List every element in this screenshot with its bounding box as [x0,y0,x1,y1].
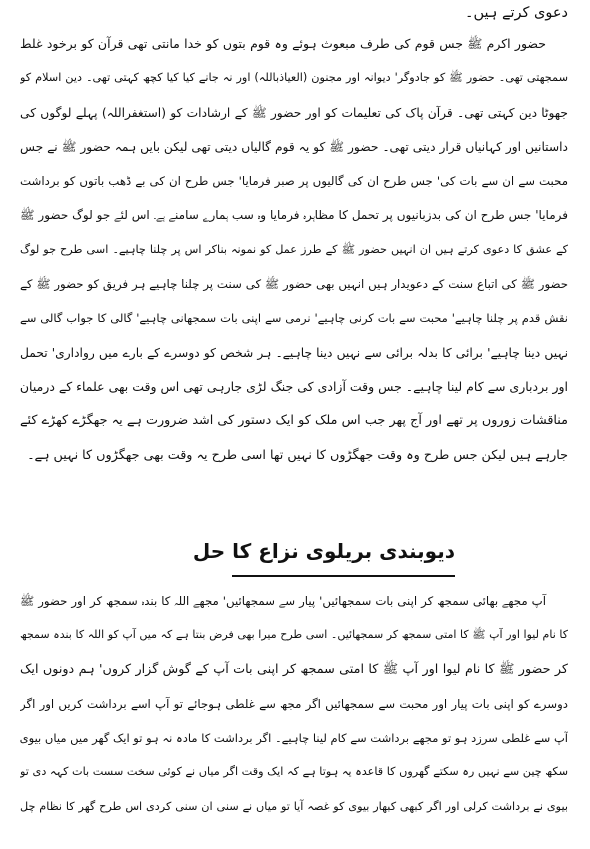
section-heading: دیوبندی بریلوی نزاع کا حل [192,539,455,563]
text-line: حضور ﷺ کی اتباع سنت کے دعویدار ہیں انہیں بھی حضور ﷺ کی سنت پر چلنا چاہیے ہر فریق کو حضور ﷺ کے [20,277,568,292]
text-line: محبت سے ان سے بات کی' جس طرح ان کی گالیوں پر صبر فرمایا' جس طرح ان کی بے ڈھب باتوں کو برداشت [20,174,568,189]
text-line: نہیں دینا چاہیے' برائی کا بدلہ برائی سے نہیں دینا چاہیے۔ ہر شخص کو دوسرے کے بارے میں رواداری' تحمل [20,345,568,360]
text-line: آپ مجھے بھائی سمجھ کر اپنی بات سمجھائیں' پیار سے سمجھائیں' مجھے اللہ کا بندہ سمجھ کر اور حضور ﷺ [20,594,546,608]
text-line: کر حضور ﷺ کا نام لیوا اور آپ ﷺ کا امتی سمجھ کر اپنی بات آپ کے گوش گزار کروں' ہم دونوں ایک [20,661,568,677]
text-line: سمجھتی تھی۔ حضور ﷺ کو جادوگر' دیوانہ اور مجنون (العیاذباللہ) اور نہ جانے کیا کیا کچھ کہتی تھی۔ دین اسلام کو [20,71,568,85]
top-fragment-paragraph [20,0,568,30]
paragraph-prophet-conduct [20,27,568,473]
text-line: فرمایا' جس طرح ان کی بدزبانیوں پر تحمل کا مظاہرہ فرمایا وہ سب ہمارے سامنے ہے۔ اس لئے جو لوگ حضور ﷺ [20,208,568,223]
text-line: اور بردباری سے کام لینا چاہیے۔ جس وقت آزادی کی جنگ لڑی جارہی تھی اس وقت بھی علماء کے درمیان [20,378,568,394]
text-line: کا نام لیوا اور آپ ﷺ کا امتی سمجھ کر سمجھائیں۔ اسی طرح میرا بھی فرض بنتا ہے کہ میں آپ کو اللہ کا بندہ سمجھ [20,628,568,642]
text-line: حضور اکرم ﷺ جس قوم کی طرف مبعوث ہوئے وہ قوم بتوں کو خدا مانتی تھی قرآن کو برخود غلط [20,36,546,51]
text-line: داستانیں اور کہانیاں قرار دیتی تھی۔ حضور ﷺ کو یہ قوم گالیاں دیتی تھی لیکن بایں ہمہ حضور ﷺ نے جس [20,139,568,154]
text-line: بیوی نے برداشت کرلی اور اگر کبھی کبھار بیوی کو غصہ آیا تو میاں نے سنی ان سنی کردی اس طرح گھر کا نظام چل [20,799,568,813]
text-line: سکھ چین سے نہیں رہ سکتے گھروں کا قاعدہ یہ ہوتا ہے کہ ایک وقت اگر میاں نے کوئی سخت سست بات کہہ دی تو [20,765,568,779]
text-line: مناقشات زوروں پر تھے اور آج پھر جب اس ملک کو ایک دستور کی اشد ضرورت ہے یہ جھگڑے کھڑے کئے [20,413,568,429]
text-line: دوسرے کو اپنی بات پیار اور محبت سے سمجھائیں اگر مجھ سے غلطی ہوجائے تو آپ اسے برداشت کریں اور اگر [20,696,568,711]
text-line: دعوی کرتے ہیں۔ [464,5,568,21]
paragraph-resolution [20,584,568,824]
text-line: جارہے ہیں لیکن جس طرح وہ وقت جھگڑوں کا نہیں تھا اسی طرح یہ وقت بھی جھگڑوں کا نہیں ہے۔ [27,447,568,463]
text-line: آپ سے غلطی سرزد ہو تو مجھے برداشت سے کام لینا چاہیے۔ اگر برداشت کا مادہ نہ ہو تو ایک گھر میں میاں بیوی [20,731,568,746]
text-line: نقش قدم پر چلنا چاہیے' محبت سے بات کرنی چاہیے' نرمی سے اپنی بات سمجھانی چاہیے' گالی کا جواب گالی سے [20,311,568,326]
text-line: جھوٹا دین کہتی تھی۔ قرآن پاک کی تعلیمات کو اور حضور ﷺ کے ارشادات کو (استغفراللہ) پہلے لوگوں کی [20,105,568,120]
text-line: کے عشق کا دعوی کرتے ہیں ان انہیں حضور ﷺ کے طرز عمل کو نمونہ بناکر اس پر چلنا چاہیے۔ اسی طرح جو لوگ [20,242,568,256]
heading-underline [232,575,455,577]
